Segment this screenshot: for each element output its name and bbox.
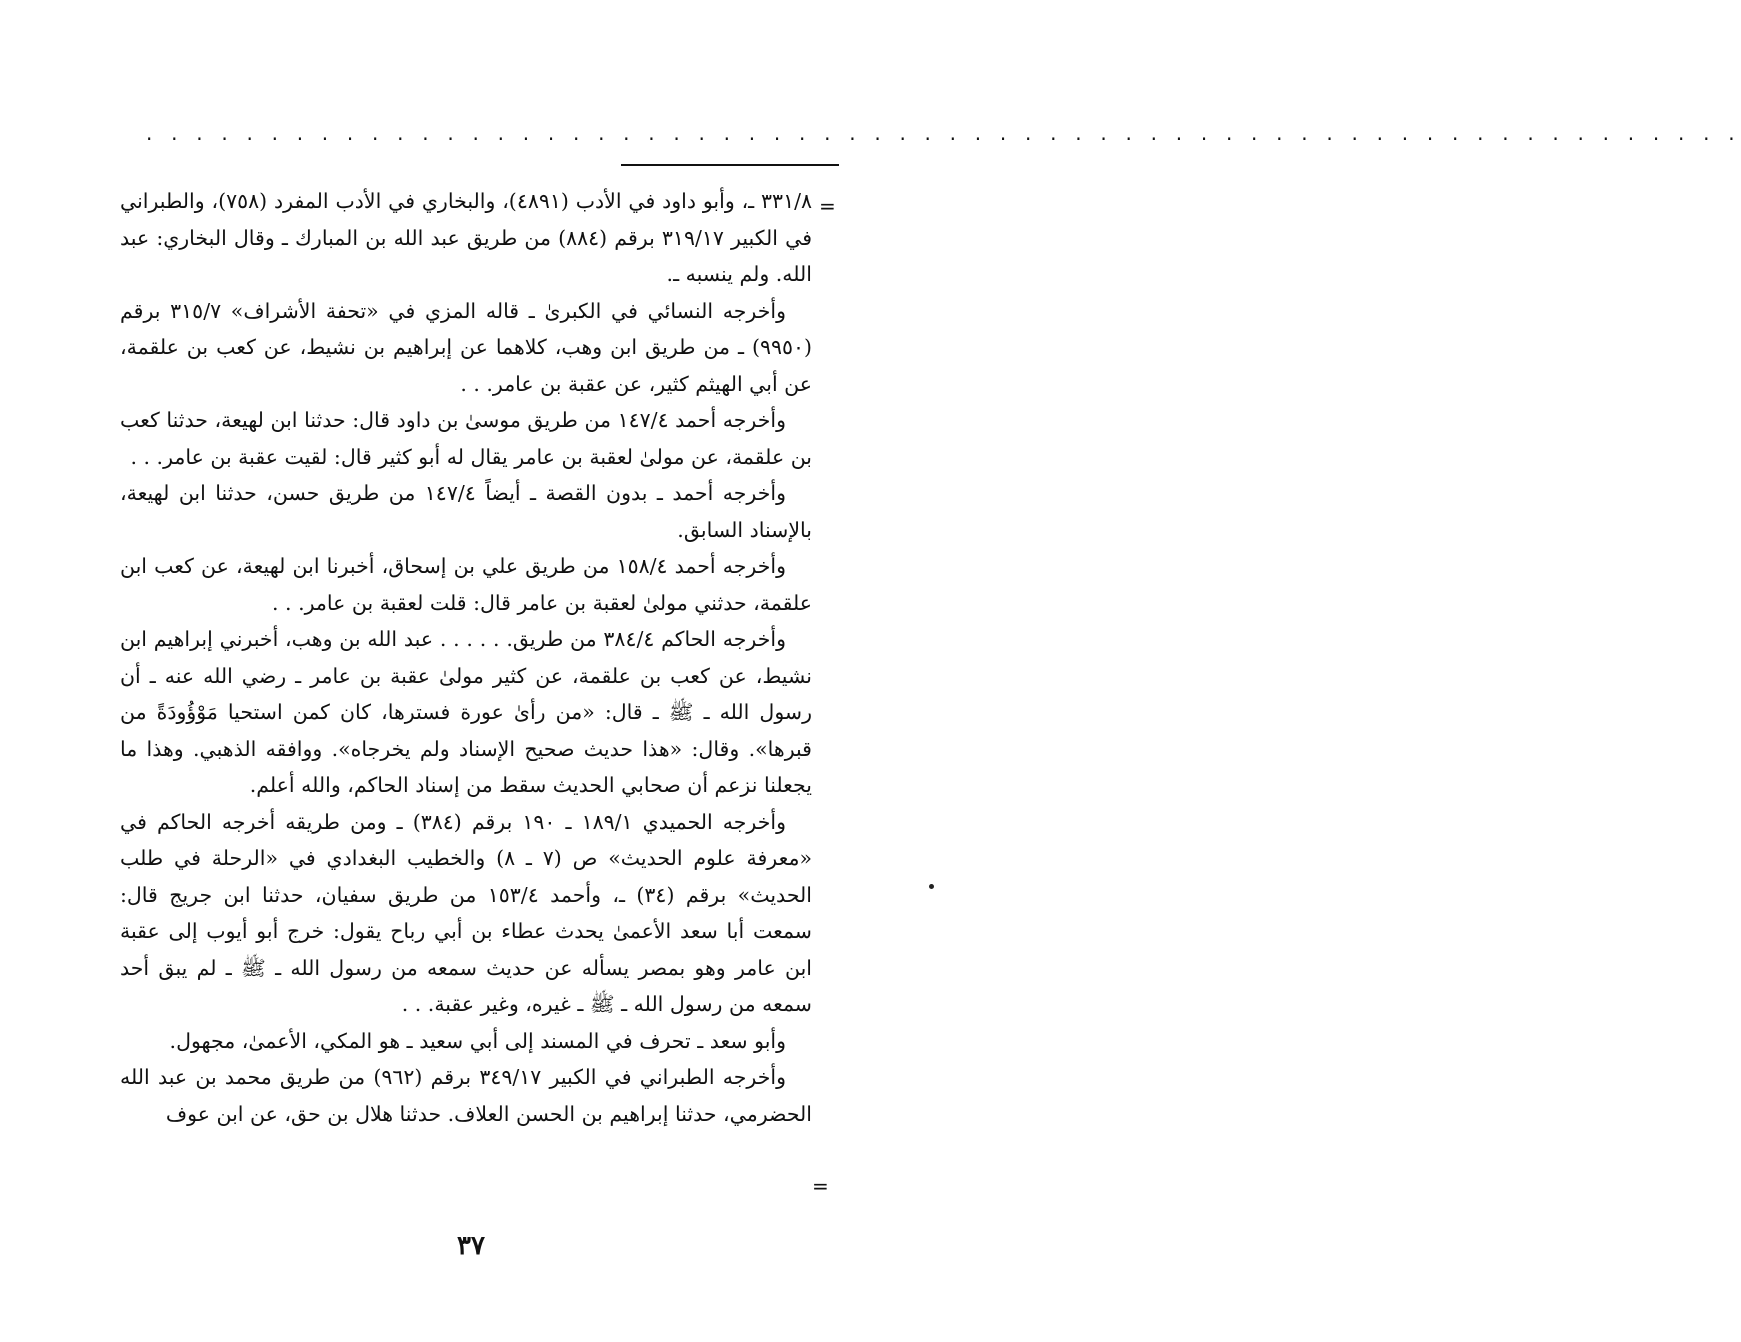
paragraph-4: وأخرجه أحمد ـ بدون القصة ـ أيضاً ١٤٧/٤ من طريق حسن، حدثنا ابن لهيعة، بالإسناد السابق. [120,481,812,542]
paragraph-7: وأخرجه الحميدي ١٨٩/١ ـ ١٩٠ برقم (٣٨٤) ـ ومن طريقه أخرجه الحاكم في «معرفة علوم الحديث» ص (٧ ـ ٨) والخطيب البغدادي في «الرحلة في طلب الحديث» برقم (٣٤) ـ، وأحمد ١٥٣/٤ من طريق سفيان، حدثنا ابن جريج قال: سمعت أبا سعد الأعمىٰ يحدث عطاء بن أبي رباح يقول: خرج أبو أيوب إلى عقبة ابن عامر وهو بمصر يسأله عن حديث سمعه من رسول الله ـ ﷺ ـ لم يبق أحد سمعه من رسول الله ـ ﷺ ـ غيره، وغير عقبة. . . [120,809,813,1016]
page-number: ٣٧ [457,1231,485,1261]
paragraph-9: وأخرجه الطبراني في الكبير ٣٤٩/١٧ برقم (٩٦٢) من طريق محمد بن عبد الله الحضرمي، حدثنا إبراهيم بن الحسن العلاف. حدثنا هلال بن حق، عن ابن عوف [120,1065,812,1126]
continuation-mark-top: = [819,194,836,218]
paragraph-1: ٣٣١/٨ ـ، وأبو داود في الأدب (٤٨٩١)، والبخاري في الأدب المفرد (٧٥٨)، والطبراني في الكبير ٣١٩/١٧ برقم (٨٨٤) من طريق عبد الله بن المبارك ـ وقال البخاري: عبد الله. ولم ينسبه ـ. [120,189,813,286]
paragraph-8: وأبو سعد ـ تحرف في المسند إلى أبي سعيد ـ هو المكي، الأعمىٰ، مجهول. [169,1028,786,1053]
paragraph-3: وأخرجه أحمد ١٤٧/٤ من طريق موسىٰ بن داود قال: حدثنا ابن لهيعة، حدثنا كعب بن علقمة، عن مولىٰ لعقبة بن عامر يقال له أبو كثير قال: لقيت عقبة بن عامر. . . [120,408,812,469]
footnote-body [120,183,812,1132]
paragraph-6: وأخرجه الحاكم ٣٨٤/٤ من طريق. . . . . . عبد الله بن وهب، أخبرني إبراهيم ابن نشيط، عن كعب بن علقمة، عن كثير مولىٰ عقبة بن عامر ـ رضي الله عنه ـ أن رسول الله ـ ﷺ ـ قال: «من رأىٰ عورة فسترها، كان كمن استحيا مَوْؤُودَةً من قبرها». وقال: «هذا حديث صحيح الإسناد ولم يخرجاه». ووافقه الذهبي. وهذا ما يجعلنا نزعم أن صحابي الحديث سقط من إسناد الحاكم، والله أعلم. [120,627,812,797]
continuation-mark-bottom: = [812,1174,829,1198]
footnote-rule [621,164,839,166]
paragraph-5: وأخرجه أحمد ١٥٨/٤ من طريق علي بن إسحاق، أخبرنا ابن لهيعة، عن كعب ابن علقمة، حدثني مولىٰ لعقبة بن عامر قال: قلت لعقبة بن عامر. . . [120,554,812,615]
footnote-separator-dots: . . . . . . . . . . . . . . . . . . . . . . . . . . . . . . . . . . . . . . . . . . . . . . . . . . . . . . . . . . . . . . . . [146,121,1741,145]
paragraph-2: وأخرجه النسائي في الكبرىٰ ـ قاله المزي في «تحفة الأشراف» ٣١٥/٧ برقم (٩٩٥٠) ـ من طريق ابن وهب، كلاهما عن إبراهيم بن نشيط، عن كعب بن علقمة، عن أبي الهيثم كثير، عن عقبة بن عامر. . . [120,298,812,396]
margin-dot [929,884,934,889]
